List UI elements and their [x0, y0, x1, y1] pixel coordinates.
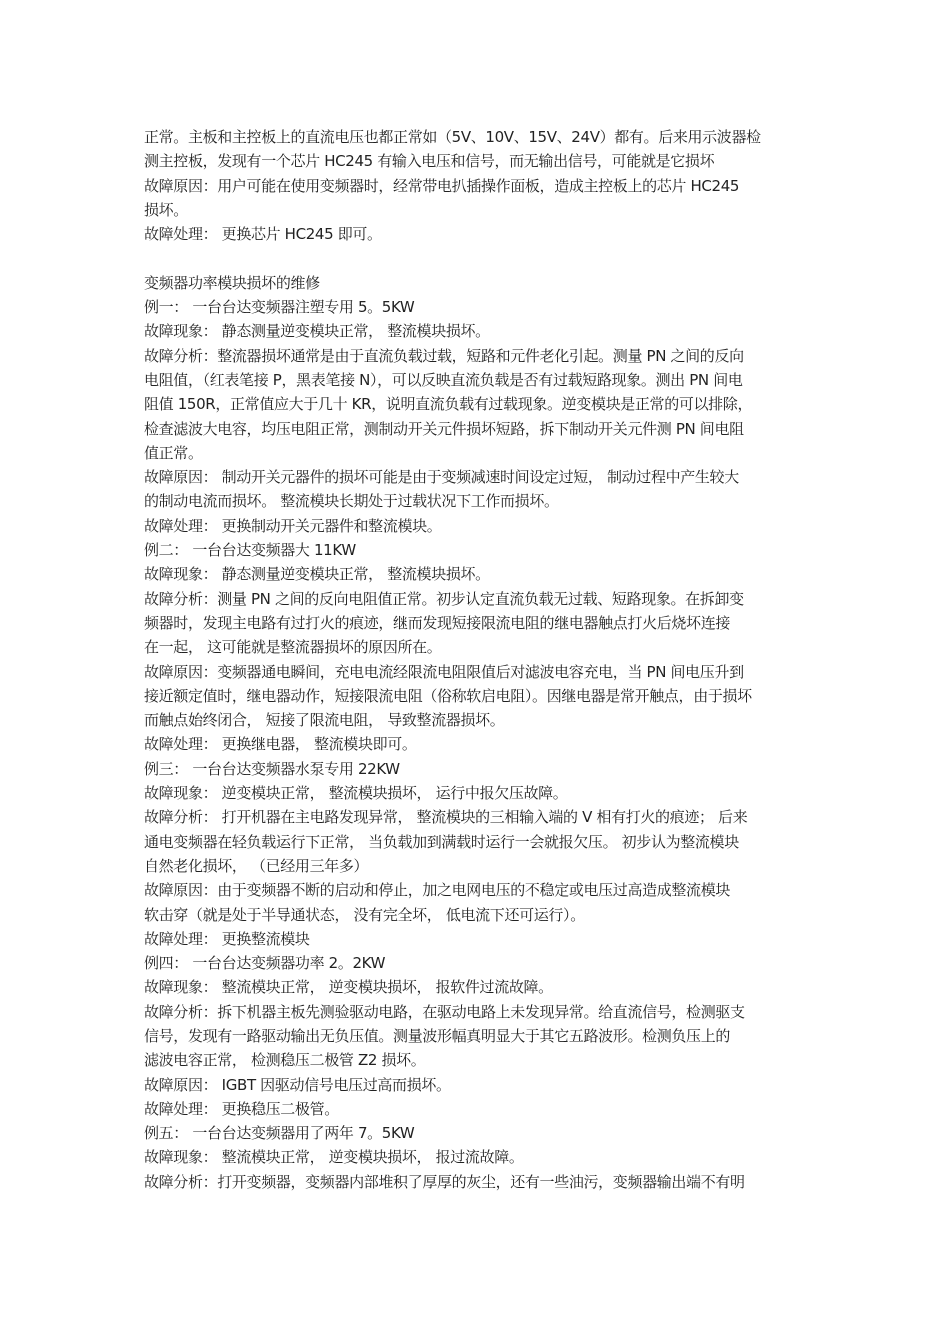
text-line: 例三： 一台台达变频器水泵专用 22KW	[144, 759, 400, 778]
text-line: 频器时，发现主电路有过打火的痕迹，继而发现短接限流电阻的继电器触点打火后烧坏连接	[144, 613, 731, 632]
document-body	[144, 125, 816, 1194]
text-line: 值正常。	[144, 443, 203, 462]
text-line: 故障处理： 更换制动开关元器件和整流模块。	[144, 516, 442, 535]
text-line: 故障现象： 整流模块正常， 逆变模块损坏， 报软件过流故障。	[144, 978, 553, 997]
text-line: 故障分析：打开变频器，变频器内部堆积了厚厚的灰尘，还有一些油污，变频器输出端不有明	[144, 1172, 745, 1191]
section-heading: 变频器功率模块损坏的维修	[144, 273, 320, 292]
text-line: 信号，发现有一路驱动输出无负压值。测量波形幅真明显大于其它五路波形。检测负压上的	[144, 1026, 731, 1045]
text-line: 自然老化损坏， （已经用三年多）	[144, 856, 369, 875]
text-line: 故障原因： IGBT 因驱动信号电压过高而损坏。	[144, 1075, 451, 1094]
text-line: 故障处理： 更换整流模块	[144, 929, 310, 948]
text-line: 故障分析：拆下机器主板先测验驱动电路，在驱动电路上未发现异常。给直流信号，检测驱支	[144, 1002, 745, 1021]
text-line: 故障原因：由于变频器不断的启动和停止，加之电网电压的不稳定或电压过高造成整流模块	[144, 881, 731, 900]
text-line: 测主控板，发现有一个芯片 HC245 有输入电压和信号，而无输出信号，可能就是它损坏	[144, 152, 715, 171]
text-line: 例四： 一台台达变频器功率 2。2KW	[144, 954, 386, 973]
text-line: 在一起， 这可能就是整流器损坏的原因所在。	[144, 638, 442, 657]
text-line: 检查滤波大电容，均压电阻正常，测制动开关元件损坏短路，拆下制动开关元件测 PN 间电阻	[144, 419, 744, 438]
text-line: 故障处理： 更换芯片 HC245 即可。	[144, 225, 382, 244]
text-line: 阻值 150R，正常值应大于几十 KR，说明直流负载有过载现象。逆变模块是正常的可以排除，	[144, 395, 753, 414]
text-line: 故障现象： 静态测量逆变模块正常， 整流模块损坏。	[144, 565, 490, 584]
text-line: 例二： 一台台达变频器大 11KW	[144, 541, 356, 560]
text-line: 正常。主板和主控板上的直流电压也都正常如（5V、10V、15V、24V）都有。后来用示波器检	[144, 128, 761, 146]
text-line: 故障现象： 逆变模块正常， 整流模块损坏， 运行中报欠压故障。	[144, 784, 568, 803]
text-line: 故障现象： 静态测量逆变模块正常， 整流模块损坏。	[144, 322, 490, 341]
text-line: 软击穿（就是处于半导通状态， 没有完全坏， 低电流下还可运行）。	[144, 905, 585, 924]
text-line: 故障分析： 打开机器在主电路发现异常， 整流模块的三相输入端的 V 相有打火的痕迹； 后来	[144, 808, 748, 827]
blank-line	[144, 246, 816, 270]
text-line: 故障分析：测量 PN 之间的反向电阻值正常。初步认定直流负载无过载、短路现象。在拆卸变	[144, 589, 744, 608]
text-line: 故障处理： 更换稳压二极管。	[144, 1099, 339, 1118]
text-line: 滤波电容正常， 检测稳压二极管 Z2 损坏。	[144, 1051, 426, 1070]
text-line: 故障原因： 制动开关元器件的损坏可能是由于变频减速时间设定过短， 制动过程中产生较大	[144, 468, 739, 487]
text-line: 故障处理： 更换继电器， 整流模块即可。	[144, 735, 417, 754]
text-line: 故障原因：变频器通电瞬间，充电电流经限流电阻限值后对滤波电容充电，当 PN 间电压升到	[144, 662, 744, 681]
text-line: 故障原因：用户可能在使用变频器时，经常带电扒插操作面板，造成主控板上的芯片 HC245	[144, 176, 740, 195]
text-line: 的制动电流而损坏。 整流模块长期处于过载状况下工作而损坏。	[144, 492, 559, 511]
text-line: 损坏。	[144, 200, 188, 219]
text-line: 故障现象： 整流模块正常， 逆变模块损坏， 报过流故障。	[144, 1148, 524, 1167]
text-line: 通电变频器在轻负载运行下正常， 当负载加到满载时运行一会就报欠压。 初步认为整流模块	[144, 832, 739, 851]
text-line: 电阻值，（红表笔接 P，黑表笔接 N），可以反映直流负载是否有过载短路现象。测出 PN 间电	[144, 370, 743, 389]
text-line: 故障分析：整流器损坏通常是由于直流负载过载，短路和元件老化引起。测量 PN 之间的反向	[144, 346, 744, 365]
text-line: 接近额定值时，继电器动作，短接限流电阻（俗称软启电阻）。因继电器是常开触点，由于损坏	[144, 686, 752, 705]
text-line: 例一： 一台台达变频器注塑专用 5。5KW	[144, 298, 415, 317]
text-line: 例五： 一台台达变频器用了两年 7。5KW	[144, 1124, 415, 1143]
text-line: 而触点始终闭合， 短接了限流电阻， 导致整流器损坏。	[144, 711, 505, 730]
